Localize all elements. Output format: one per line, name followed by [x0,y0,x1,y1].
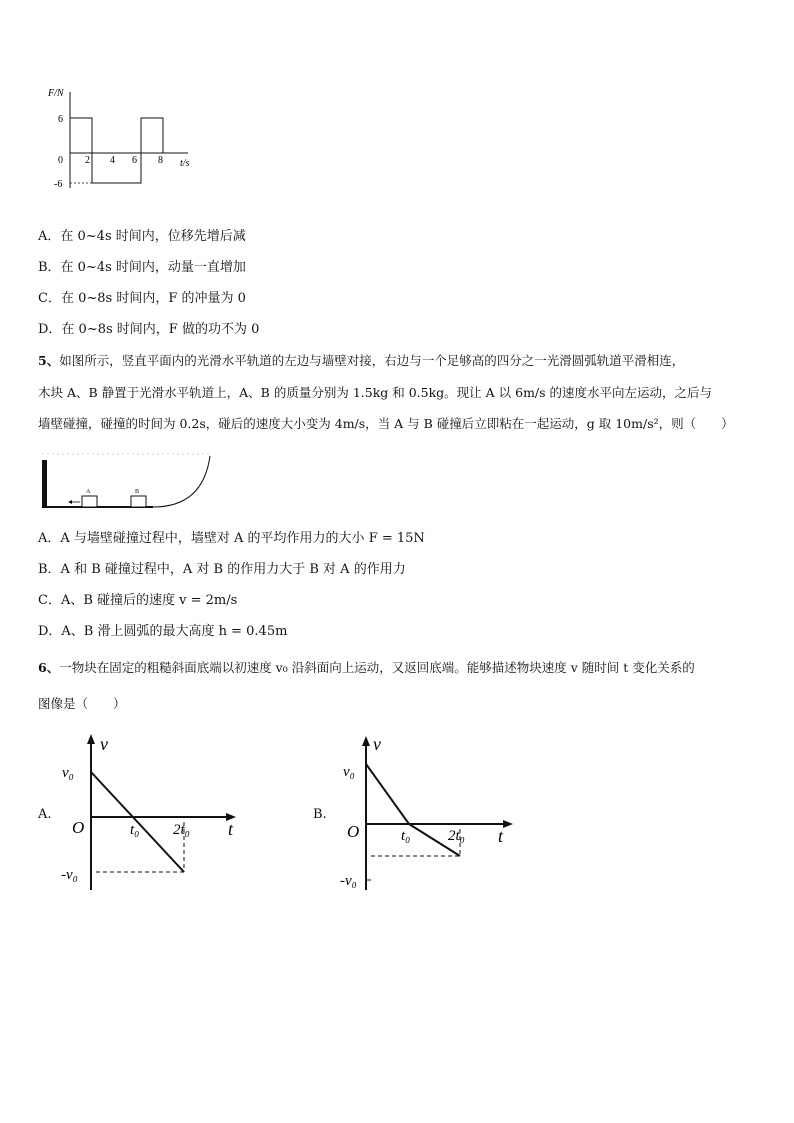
q5-text-1: 如图所示，竖直平面内的光滑水平轨道的左边与墙壁对接，右边与一个足够高的四分之一光滑圆弧轨道平滑相连， [59,353,685,368]
t-axis-arrow [503,820,513,828]
q6-number: 6、 [38,660,60,675]
v0-label: v₀ [343,764,355,780]
t-axis-label: t/s [180,158,190,169]
block-b-label: B [135,489,140,495]
t0-label: t₀ [401,828,411,844]
t-tick-4: 4 [110,155,115,166]
origin-label: O [72,818,85,837]
v-axis-arrow [362,736,370,746]
q5-option-d[interactable]: D．A、B 滑上圆弧的最大高度 h = 0.45m [38,624,288,639]
velocity-arrowhead [68,500,72,504]
q4-option-b[interactable]: B．在 0~4s 时间内，动量一直增加 [38,260,246,275]
v-axis-label: v [373,734,381,754]
t-tick-6: 6 [132,155,137,166]
v-axis-label: v [100,734,108,754]
block-b [131,496,146,507]
force-positive-pulse-2 [141,118,163,153]
origin-label: O [347,822,360,841]
q6-text-1: 一物块在固定的粗糙斜面底端以初速度 v₀ 沿斜面向上运动，又返回底端。能够描述物块速度 v 随时间 t 变化关系的 [59,660,695,675]
velocity-line [91,772,184,872]
force-time-graph [40,80,210,195]
neg-v0-label: -v₀ [61,867,78,883]
t2-label: 2t₀ [173,822,190,838]
q4-option-d[interactable]: D．在 0~8s 时间内，F 做的功不为 0 [38,322,260,337]
t0-label: t₀ [130,822,140,838]
block-a-label: A [86,489,91,495]
q5-option-b[interactable]: B．A 和 B 碰撞过程中，A 对 B 的作用力大于 B 对 A 的作用力 [38,562,406,577]
q5-option-a[interactable]: A．A 与墙壁碰撞过程中，墙壁对 A 的平均作用力的大小 F = 15N [38,531,425,546]
q6-stem-line-1 [38,659,695,677]
q6-stem-line-2: 图像是（ ） [38,696,126,711]
t-tick-8: 8 [158,155,163,166]
quarter-arc [153,456,210,507]
t-axis-label: t [498,826,504,846]
q4-option-a[interactable]: A．在 0~4s 时间内，位移先增后减 [38,229,246,244]
velocity-up-line [366,764,409,824]
y-tick-neg6: -6 [54,179,63,190]
force-positive-pulse-1 [70,118,92,153]
q5-stem-line-3: 墙壁碰撞，碰撞的时间为 0.2s，碰后的速度大小变为 4m/s，当 A 与 B 碰撞后立即粘在一起运动，g 取 10m/s²，则（ ） [38,416,734,431]
v0-label: v₀ [62,765,74,781]
q5-stem-line-1 [38,352,684,370]
wall [42,460,47,508]
track-figure [38,452,218,514]
v-axis-arrow [87,734,95,744]
y-tick-6: 6 [58,114,63,125]
origin-label: 0 [58,155,63,166]
neg-v0-label: -v₀ [340,873,357,889]
f-axis-label: F/N [48,88,64,99]
q5-stem-line-2: 木块 A、B 静置于光滑水平轨道上，A、B 的质量分别为 1.5kg 和 0.5kg。现让 A 以 6m/s 的速度水平向左运动，之后与 [38,385,713,400]
q4-option-c[interactable]: C．在 0~8s 时间内，F 的冲量为 0 [38,291,246,306]
t-axis-label: t [228,819,234,839]
q5-number: 5、 [38,353,60,368]
q6-option-b-label[interactable]: B. [313,807,327,822]
t2-label: 2t₀ [448,828,465,844]
q6-option-a-label[interactable]: A. [38,807,52,822]
t-tick-2: 2 [85,155,90,166]
velocity-graph-a[interactable] [58,730,248,900]
velocity-graph-b[interactable] [333,730,523,900]
q5-option-c[interactable]: C．A、B 碰撞后的速度 v = 2m/s [38,593,238,608]
block-a [82,496,97,507]
